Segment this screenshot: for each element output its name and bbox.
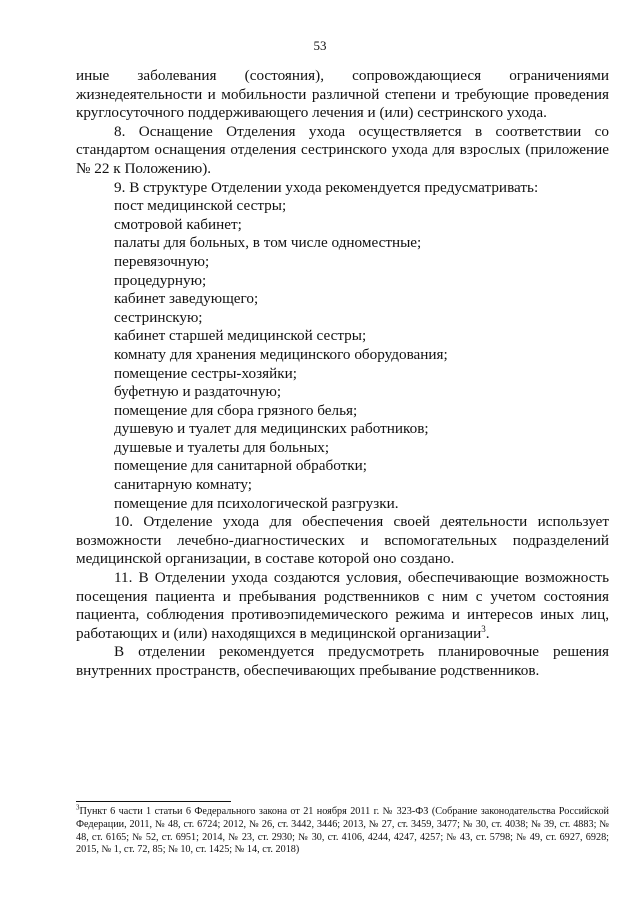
list-item: помещение для психологической разгрузки.: [114, 494, 399, 512]
list-item: помещение для санитарной обработки;: [114, 457, 367, 475]
page-number: 53: [313, 38, 327, 53]
list-item: душевые и туалеты для больных;: [114, 438, 330, 456]
paragraph-9: 9. В структуре Отделении ухода рекомендуется предусматривать:: [114, 178, 539, 196]
paragraph-12: В отделении рекомендуется предусмотреть планировочные решения внутренних пространств, обеспечивающих пребывание родственников.: [76, 643, 609, 679]
list-item: процедурную;: [114, 271, 207, 289]
list-item: душевую и туалет для медицинских работников;: [114, 420, 429, 438]
footnote-separator: [76, 801, 231, 802]
paragraph-11-end: .: [485, 624, 490, 642]
list-item: пост медицинской сестры;: [114, 197, 287, 215]
list-item: комнату для хранения медицинского оборудования;: [114, 345, 448, 363]
paragraph-continuation: иные заболевания (состояния), сопровождающиеся ограничениями жизнедеятельности и мобильности различной степени и требующие проведения круглосуточного поддерживающего лечения и (или) сестринского ухода.: [76, 67, 609, 122]
footnote-mark: 3: [76, 803, 80, 812]
list-item: сестринскую;: [114, 308, 203, 326]
paragraph-10: 10. Отделение ухода для обеспечения своей деятельности использует возможности лечебно-диагностических и вспомогательных подразделений медицинской организации, в составе которой оно создано.: [76, 513, 609, 568]
list-item: помещение сестры-хозяйки;: [114, 364, 297, 382]
list-item: кабинет заведующего;: [114, 290, 259, 308]
structure-list: [76, 197, 609, 513]
footnote-reference: 3: [481, 623, 486, 634]
footnote: [76, 803, 609, 857]
list-item: перевязочную;: [114, 252, 210, 270]
list-item: кабинет старшей медицинской сестры;: [114, 327, 367, 345]
document-body: [76, 67, 609, 681]
paragraph-11: [76, 569, 609, 643]
footnote-text: Пункт 6 части 1 статьи 6 Федерального закона от 21 ноября 2011 г. № 323-ФЗ (Собрание законодательства Российской Федерации, 2011, № 48, ст. 6724; 2012, № 26, ст. 3442, 3446; 2013, № 27, ст. 3459, 3477; № 30, ст. 4038; № 39, ст. 4883; № 48, ст. 6165; № 52, ст. 6951; 2014, № 23, ст. 2930; № 30, ст. 4106, 4244, 4247, 4257; № 43, ст. 5798; № 49, ст. 6927, 6928; 2015, № 1, ст. 72, 85; № 10, ст. 1425; № 14, ст. 2018): [76, 806, 609, 856]
list-item: санитарную комнату;: [114, 476, 252, 494]
paragraph-11-text: 11. В Отделении ухода создаются условия, обеспечивающие возможность посещения пациента и пребывания родственников с ним с учетом состояния пациента, соблюдения противоэпидемического режима и интересов иных лиц, работающих и (или) находящихся в медицинской организации: [76, 569, 609, 642]
list-item: смотровой кабинет;: [114, 215, 242, 233]
list-item: буфетную и раздаточную;: [114, 383, 282, 401]
list-item: палаты для больных, в том числе одноместные;: [114, 234, 422, 252]
paragraph-8: 8. Оснащение Отделения ухода осуществляется в соответствии со стандартом оснащения отделения сестринского ухода для взрослых (приложение № 22 к Положению).: [76, 122, 609, 177]
list-item: помещение для сбора грязного белья;: [114, 401, 358, 419]
